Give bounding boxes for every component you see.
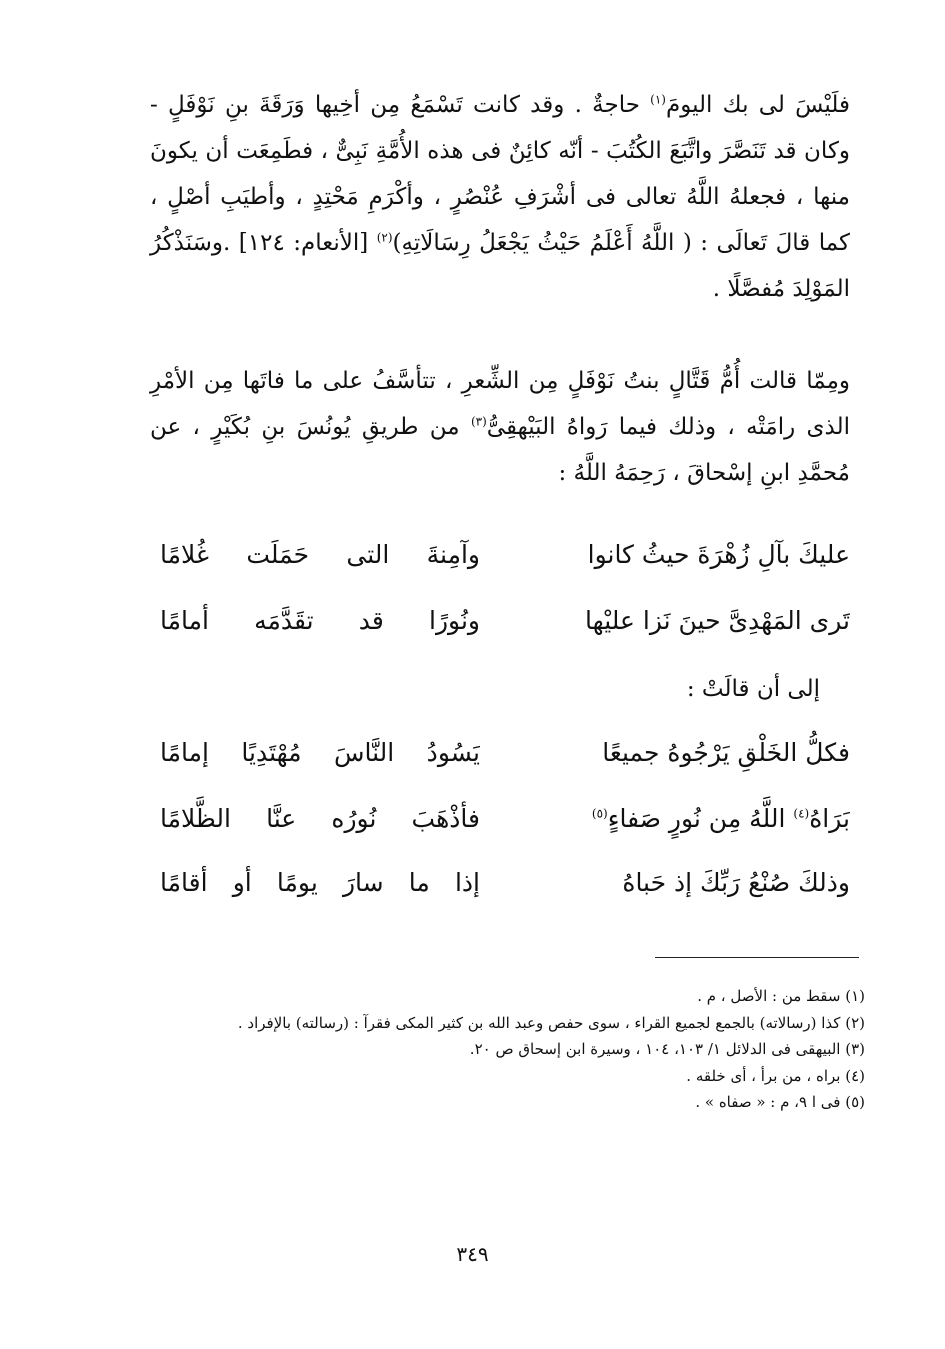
verse-transition: إلى أن قالَتْ : bbox=[686, 676, 820, 702]
verse-3-first-hemistich: فكلُّ الخَلْقِ يَرْجُوهُ جميعًا bbox=[602, 738, 850, 767]
verse-4-second-hemistich: فأذْهَبَ نُورُه عنَّا الظَّلامًا bbox=[160, 804, 480, 833]
paragraph-1-text-c: [الأنعام: ١٢٤] .وسَنَذْكُرُ المَوْلِدَ مُفصَّلًا . bbox=[150, 230, 850, 302]
verse-5-second-hemistich: إذا ما سارَ يومًا أو أقامًا bbox=[160, 868, 480, 897]
verse-1-second-hemistich: وآمِنةَ التى حَمَلَت غُلامًا bbox=[160, 540, 480, 569]
verse-line-4 bbox=[150, 794, 850, 844]
verse-4-text-b: اللَّهُ مِن نُورٍ صَفاءٍ bbox=[607, 804, 794, 833]
verse-2-second-hemistich: ونُورًا قد تقَدَّمَه أمامًا bbox=[160, 606, 480, 635]
paragraph-1-text-a: فلَيْسَ لى بك اليومَ bbox=[665, 92, 850, 118]
paragraph-1-text-b: حاجةٌ . وقد كانت تَسْمَعُ مِن أخِيها وَرَقَةَ بنِ نَوْفَلٍ - وكان قد تَنَصَّرَ واتَّبَعَ الكُتُبَ - أنّه كائِنٌ فى هذه الأُمَّةِ نَبِىٌّ ، فطَمِعَت أن يكونَ منها ، فجعلهُ اللَّهُ تعالى فى أشْرَفِ عُنْصُرٍ ، وأكْرَمِ مَحْتِدٍ ، وأطيَبِ أصْلٍ ، كما قالَ تَعالَى : ( اللَّهُ أَعْلَمُ حَيْثُ يَجْعَلُ رِسَالَاتِهِ) bbox=[150, 92, 850, 256]
verse-4-text-a: بَرَاهُ bbox=[809, 804, 850, 833]
footnote-2: (٢) كذا (رسالاته) بالجمع لجميع القراء ، سوى حفص وعبد الله بن كثير المكى فقرآ : (رسالته) بالإفراد . bbox=[237, 1013, 865, 1032]
verse-line-1 bbox=[150, 530, 850, 580]
verse-line-3 bbox=[150, 728, 850, 778]
footnote-marker-5: (٥) bbox=[591, 806, 608, 821]
footnote-marker-2: (٢) bbox=[376, 230, 393, 245]
footnote-marker-4: (٤) bbox=[793, 806, 810, 821]
verse-3-second-hemistich: يَسُودُ النَّاسَ مُهْتَدِيًا إمامًا bbox=[160, 738, 480, 767]
footnote-5: (٥) فى ا ٩، م : « صفاه » . bbox=[695, 1093, 865, 1111]
footnote-1: (١) سقط من : الأصل ، م . bbox=[697, 987, 865, 1005]
paragraph-1 bbox=[150, 82, 850, 312]
verse-1-first-hemistich: عليكَ بآلِ زُهْرَةَ حيثُ كانوا bbox=[587, 540, 850, 569]
footnotes bbox=[150, 983, 865, 1116]
paragraph-2 bbox=[150, 358, 850, 496]
footnote-divider bbox=[655, 957, 859, 958]
verse-4-first-hemistich bbox=[510, 794, 850, 844]
verse-line-5 bbox=[150, 858, 850, 908]
paragraph-2-text-a: ومِمّا قالت أُمُّ قَتَّالٍ بنتُ نَوْفَلٍ مِن الشِّعرِ ، تتأسَّفُ على ما فاتَها مِن الأمْرِ الذى رامَتْه ، وذلك فيما رَواهُ البَيْهقِىُّ bbox=[150, 368, 851, 440]
paragraph-2-text-b: من طريقِ يُونُسَ بنِ بُكَيْرٍ ، عن مُحمَّدِ ابنِ إسْحاقَ ، رَحِمَهُ اللَّهُ : bbox=[150, 414, 850, 486]
footnote-3: (٣) البيهقى فى الدلائل ١/ ١٠٣، ١٠٤ ، وسيرة ابن إسحاق ص ٢٠. bbox=[469, 1040, 865, 1058]
footnote-marker-1: (١) bbox=[650, 92, 666, 107]
footnote-marker-3: (٣) bbox=[470, 414, 487, 429]
footnote-4: (٤) براه ، من برأ ، أى خلقه . bbox=[686, 1066, 865, 1085]
page-number: ٣٤٩ bbox=[456, 1242, 489, 1266]
verse-line-2 bbox=[150, 596, 850, 646]
verse-5-first-hemistich: وذلكَ صُنْعُ رَبِّكَ إذ حَباهُ bbox=[622, 868, 850, 897]
verse-2-first-hemistich: تَرى المَهْدِىَّ حينَ نَزا عليْها bbox=[585, 606, 850, 635]
